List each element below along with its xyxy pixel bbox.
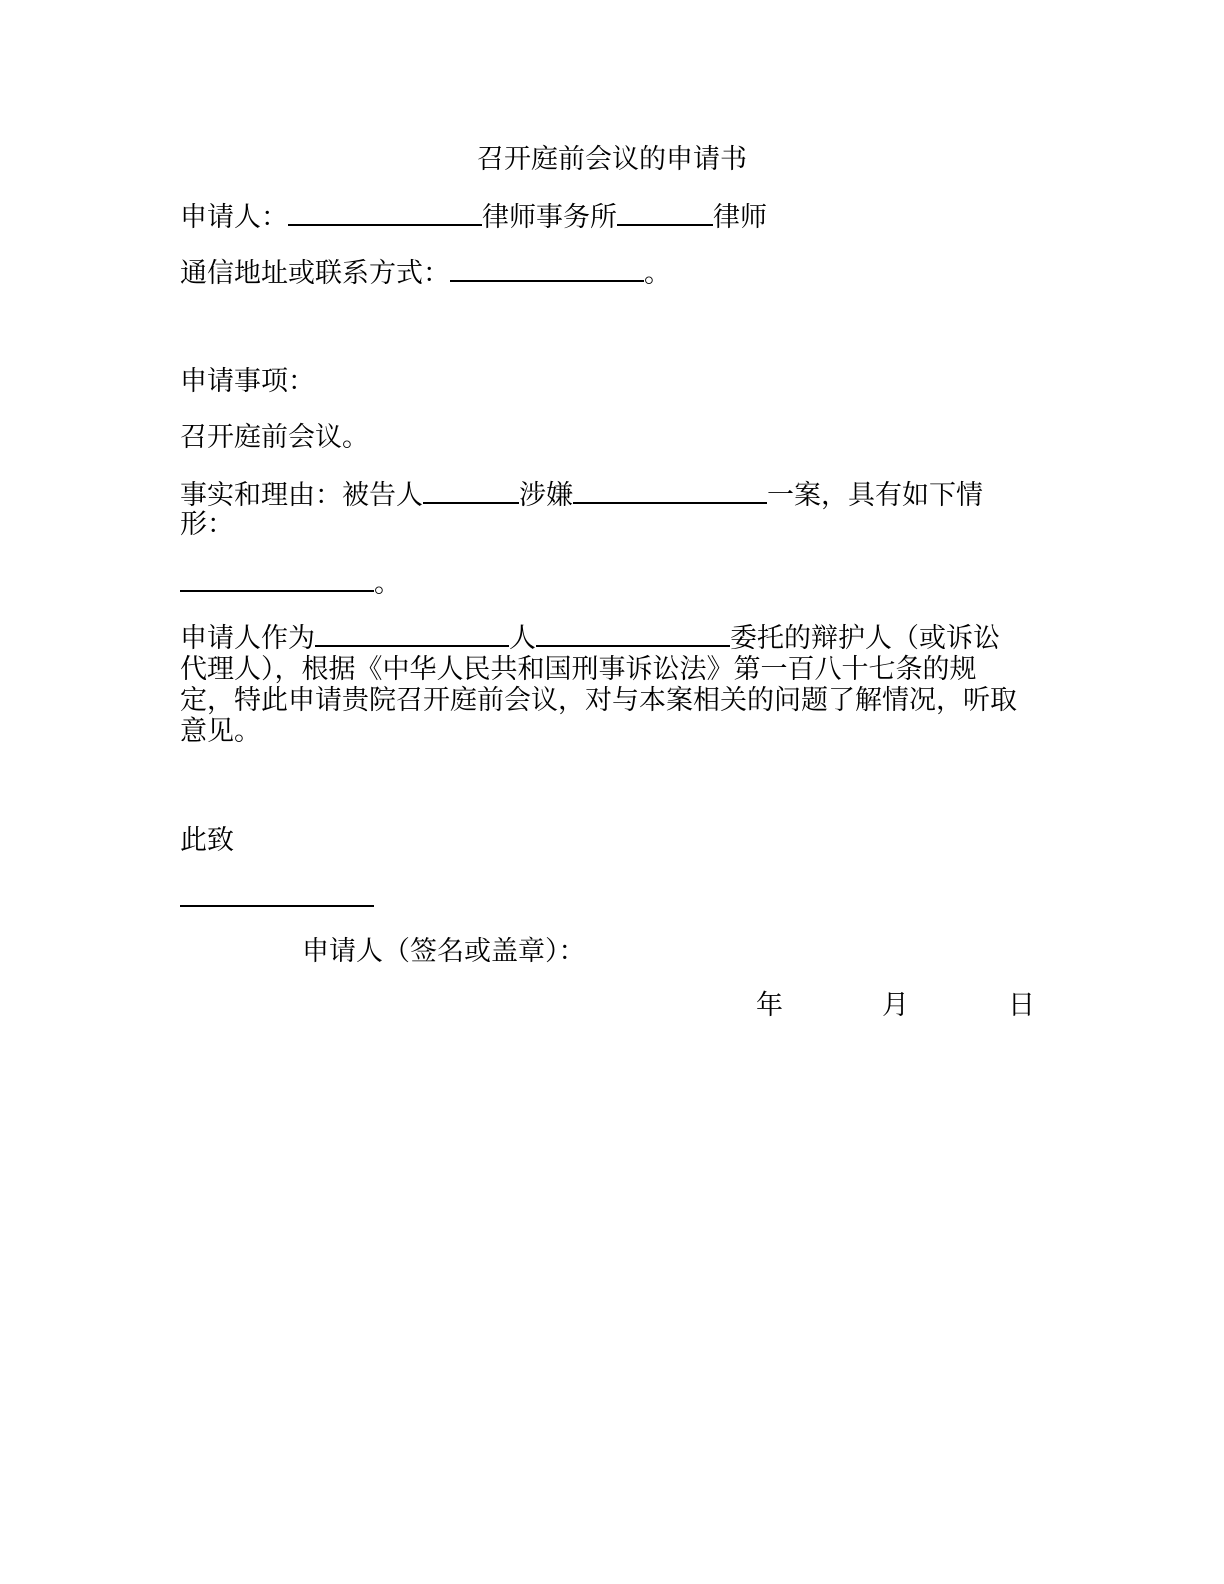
- firm-name-blank[interactable]: [288, 200, 482, 226]
- contact-line: [180, 256, 671, 290]
- facts-wrap: 形：: [180, 509, 234, 540]
- request-content: 召开庭前会议。: [180, 422, 369, 453]
- date-year: 年: [756, 990, 783, 1021]
- date-month: 月: [882, 990, 909, 1021]
- facts-line: [180, 478, 983, 512]
- request-label: 申请事项：: [180, 366, 315, 397]
- facts-case-suffix: 一案，具有如下情: [767, 480, 983, 511]
- lawyer-suffix: 律师: [713, 202, 767, 233]
- contact-blank[interactable]: [450, 256, 644, 282]
- basis-person: 人: [509, 623, 536, 654]
- signature-label: 申请人（签名或盖章）：: [302, 936, 586, 967]
- contact-label: 通信地址或联系方式：: [180, 258, 450, 289]
- basis-paragraph: [180, 621, 1020, 747]
- facts-label: 事实和理由：被告人: [180, 480, 423, 511]
- client-type-blank[interactable]: [315, 621, 509, 647]
- defendant-blank[interactable]: [423, 478, 519, 504]
- page-title: 召开庭前会议的申请书: [477, 144, 747, 175]
- recipient-court-blank[interactable]: [180, 905, 374, 907]
- closing: 此致: [180, 825, 234, 856]
- charge-blank[interactable]: [573, 478, 767, 504]
- circumstances-blank[interactable]: [180, 566, 374, 592]
- date-day: 日: [1008, 990, 1035, 1021]
- circumstances-end: 。: [374, 568, 401, 599]
- facts-suspect: 涉嫌: [519, 480, 573, 511]
- basis-start: 申请人作为: [180, 623, 315, 654]
- client-name-blank[interactable]: [536, 621, 730, 647]
- circumstances-line: [180, 566, 401, 600]
- lawyer-name-blank[interactable]: [617, 200, 713, 226]
- basis-rest: 委托的辩护人（或诉讼代理人），根据《中华人民共和国刑事诉讼法》第一百八十七条的规定，特此申请贵院召开庭前会议，对与本案相关的问题了解情况，听取意见。: [180, 623, 1017, 747]
- applicant-label: 申请人：: [180, 202, 288, 233]
- firm-suffix: 律师事务所: [482, 202, 617, 233]
- contact-end: 。: [644, 258, 671, 289]
- applicant-line: [180, 200, 767, 234]
